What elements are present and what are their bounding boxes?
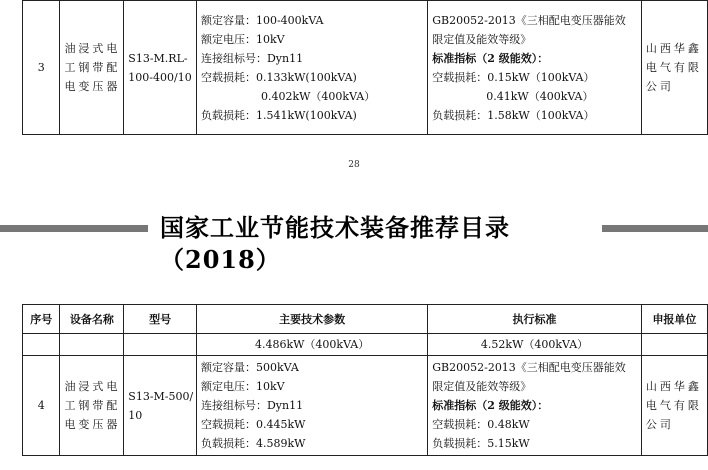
standard <box>428 1 642 135</box>
technical-params-continued: 4.486kW（400kVA） <box>196 334 427 356</box>
model-number <box>124 356 197 456</box>
page-header-banner <box>0 208 708 274</box>
param-line: 连接组标号：Dyn11 <box>200 399 304 412</box>
empty-cell <box>124 334 197 356</box>
row-number: 4 <box>23 356 60 456</box>
param-line: 空载损耗：0.133kW(100kVA) <box>200 70 357 84</box>
name-line: 油浸式电 <box>64 42 121 55</box>
standard-line: 负载损耗：5.15kW <box>432 437 530 450</box>
param-line: 空载损耗：0.445kW <box>200 418 306 431</box>
empty-cell <box>641 334 707 356</box>
standard-line: 限定值及能效等级》 <box>432 32 532 46</box>
unit-line: 山西华鑫 <box>645 380 702 393</box>
param-line: 额定容量：500kVA <box>200 361 299 374</box>
applicant-unit <box>641 356 707 456</box>
model-number <box>124 1 197 135</box>
unit-line: 电气有限 <box>645 399 702 412</box>
param-line: 负载损耗：1.541kW(100kVA) <box>200 108 357 122</box>
empty-cell <box>60 334 124 356</box>
name-line: 工钢带配 <box>64 61 121 74</box>
technical-params <box>196 356 427 456</box>
header-rule-left <box>0 225 148 232</box>
technical-params <box>196 1 427 135</box>
standard-line: 0.41kW（400kVA） <box>486 89 594 103</box>
standard-line: 负载损耗：1.58kW（100kVA） <box>432 108 595 122</box>
table-row <box>23 356 708 456</box>
param-line: 额定电压：10kV <box>200 380 285 393</box>
equipment-name <box>60 1 124 135</box>
column-header-params: 主要技术参数 <box>196 305 427 334</box>
column-header-standard: 执行标准 <box>428 305 642 334</box>
param-line: 连接组标号：Dyn11 <box>200 51 304 65</box>
column-header-no: 序号 <box>23 305 60 334</box>
empty-cell <box>23 334 60 356</box>
unit-line: 电气有限 <box>645 61 702 74</box>
param-line: 0.402kW（400kVA） <box>260 89 376 103</box>
name-line: 油浸式电 <box>64 380 121 393</box>
standard-line: 空载损耗：0.48kW <box>432 418 530 431</box>
model-line: S13-M.RL- <box>128 51 188 65</box>
unit-line: 公司 <box>645 418 674 431</box>
column-header-unit: 申报单位 <box>641 305 707 334</box>
standard-line: 标准指标（2 级能效）： <box>432 51 549 65</box>
standard-line: 标准指标（2 级能效）： <box>432 399 549 412</box>
header-rule-right <box>602 225 708 232</box>
standard <box>428 356 642 456</box>
name-line: 电变压器 <box>64 80 121 93</box>
standard-line: GB20052-2013《三相配电变压器能效 <box>432 13 626 27</box>
param-line: 负载损耗：4.589kW <box>200 437 306 450</box>
standard-continued: 4.52kW（400kVA） <box>428 334 642 356</box>
equipment-name <box>60 356 124 456</box>
standard-line: 限定值及能效等级》 <box>432 380 532 393</box>
equipment-table <box>22 304 708 456</box>
model-line: S13-M-500/ <box>128 389 194 403</box>
standard-line: GB20052-2013《三相配电变压器能效 <box>432 361 626 374</box>
name-line: 工钢带配 <box>64 399 121 412</box>
param-line: 额定容量：100-400kVA <box>200 13 324 27</box>
column-header-model: 型号 <box>124 305 197 334</box>
table-row <box>23 1 708 135</box>
row-number: 3 <box>23 1 60 135</box>
equipment-table-top <box>22 0 708 135</box>
page-number: 28 <box>348 160 360 170</box>
column-header-name: 设备名称 <box>60 305 124 334</box>
applicant-unit <box>641 1 707 135</box>
name-line: 电变压器 <box>64 418 121 431</box>
unit-line: 山西华鑫 <box>645 42 702 55</box>
model-line: 10 <box>128 408 143 422</box>
unit-line: 公司 <box>645 80 674 93</box>
param-line: 额定电压：10kV <box>200 32 285 46</box>
catalog-title: 国家工业节能技术装备推荐目录（2018） <box>160 213 510 274</box>
table-header-row <box>23 305 708 334</box>
table-row <box>23 334 708 356</box>
model-line: 100-400/10 <box>128 70 192 84</box>
standard-line: 空载损耗：0.15kW（100kVA） <box>432 70 595 84</box>
